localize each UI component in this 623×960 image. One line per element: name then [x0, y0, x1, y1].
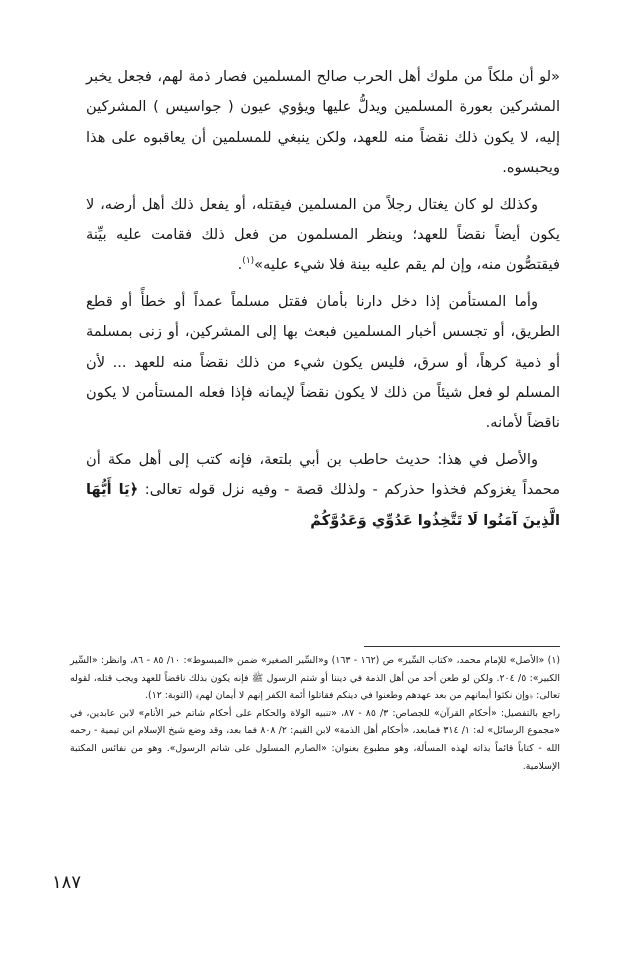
paragraph-2-end: .: [237, 256, 243, 274]
paragraph-3: وأما المستأمن إذا دخل دارنا بأمان فقتل مسلماً عمداً أو خطأً أو قطع الطريق، أو تجسس أخبار المسلمين فبعث بها إلى المشركين، أو زنى بمسلمة أو ذمية كرهاً، أو سرق، فليس يكون شيء من ذلك نقضاً منه للعهد ... لأن المسلم لو فعل شيئاً من ذلك لا يكون نقضاً لإيمانه فإذا فعله المستأمن لا يكون ناقضاً لأمانه.: [86, 292, 560, 432]
footnote-1-continued: راجع بالتفصيل: «أحكام القرآن» للجصاص: ٣/ ٨٥ - ٨٧، «تنبيه الولاة والحكام على أحكام شاتم خير الأنام» لابن عابدين، في «مجموع الرسائل» له: ١/ ٣١٤ فمابعد، «أحكام أهل الذمة» لابن القيم: ٢/ ٨٠٨ فما بعد، وقد وضع شيخ الإسلام ابن تيمية - رحمه الله - كتاباً قائماً بذاته لهذه المسألة، وهو مطبوع بعنوان: «الصارم المسلول على شاتم الرسول». وهو من نفائس المكتبة الإسلامية.: [70, 707, 561, 772]
page-number: ١٨٧: [52, 872, 82, 893]
quran-verse: ﴿يَا أَيُّهَا الَّذِينَ آمَنُوا لَا تَتَّخِذُوا عَدُوِّي وَعَدُوَّكُمْ: [86, 481, 560, 529]
paragraph-1: «لو أن ملكاً من ملوك أهل الحرب صالح المسلمين فصار ذمة لهم، فجعل يخبر المشركين بعورة المسلمين ويدلُّ عليها ويؤوي عيون ( جواسيس ) المشركين إليه، لا يكون ذلك نقضاً منه للعهد، ولكن ينبغي للمسلمين أن يعاقبوه على هذا ويحبسوه.: [86, 68, 560, 177]
paragraph-2: [86, 190, 560, 281]
paragraph-4-text: والأصل في هذا: حديث حاطب بن أبي بلتعة، فإنه كتب إلى أهل مكة أن محمداً يغزوكم فخذوا حذركم - ولذلك قصة - وفيه نزل قوله تعالى:: [86, 450, 561, 499]
footnote-1: (١) «الأصل» للإمام محمد، «كتاب السِّير» ص (١٦٢ - ١٦٣) و«السِّير الصغير» ضمن «المبسوط»: ١٠/ ٨٥ - ٨٦، وانظر: «السِّير الكبير»: ٥/ ٢٠٤. ولكن لو طعن أحد من أهل الذمة في ديننا أو شتم الرسول ﷺ فإنه يكون بذلك ناقضاً للعهد ويجب قتله، لقوله تعالى: ﴿وإن نكثوا أيمانهم من بعد عهدهم وطعنوا في دينكم فقاتلوا أئمة الكفر إنهم لا أيمان لهم﴾ (التوبة: ١٢).: [70, 655, 561, 702]
footnote-divider: [364, 646, 560, 647]
footnotes: [70, 652, 560, 775]
paragraph-4: [86, 445, 560, 536]
paragraph-2-text: وكذلك لو كان يغتال رجلاً من المسلمين فيقتله، أو يفعل ذلك أهل أرضه، لا يكون أيضاً نقضاً للعهد؛ وينظر المسلمون من فعل ذلك فقامت عليه بيِّنة فيقتصُّون منه، وإن لم يقم عليه بينة فلا شيء عليه»: [86, 195, 560, 274]
main-text: [86, 62, 560, 542]
footnote-ref-1: (١): [242, 256, 255, 267]
